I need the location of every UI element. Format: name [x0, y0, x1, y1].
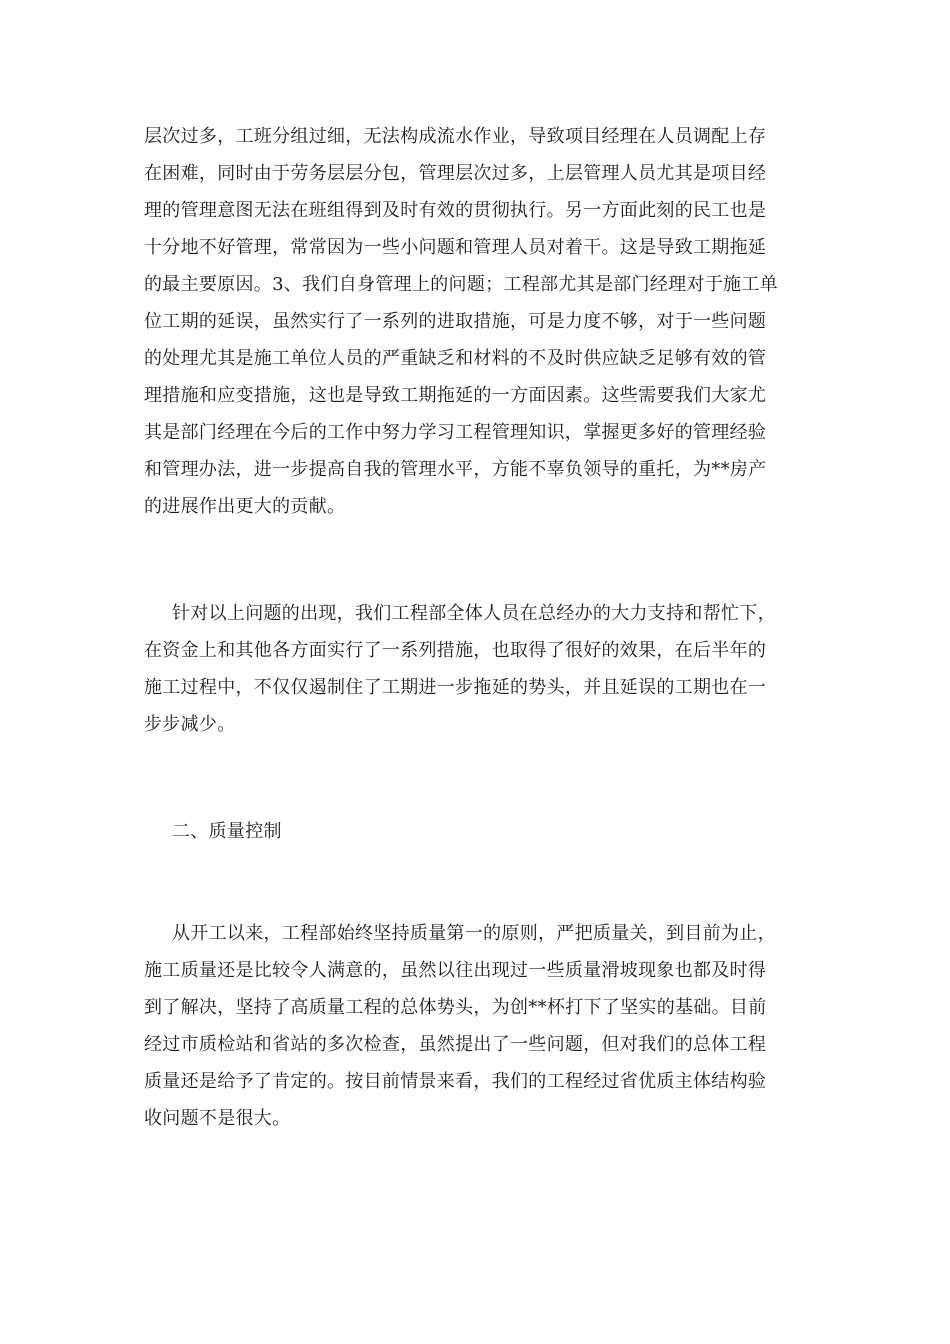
paragraph-line: 收问题不是很大。 — [144, 1108, 291, 1129]
paragraph-line: 理的管理意图无法在班组得到及时有效的贯彻执行。另一方面此刻的民工也是 — [144, 200, 767, 221]
paragraph-line: 经过市质检站和省站的多次检查，虽然提出了一些问题，但对我们的总体工程 — [144, 1034, 767, 1055]
paragraph-line: 位工期的延误，虽然实行了一系列的进取措施，可是力度不够，对于一些问题 — [144, 311, 767, 332]
paragraph-line: 的处理尤其是施工单位人员的严重缺乏和材料的不及时供应缺乏足够有效的管 — [144, 348, 767, 369]
paragraph-line: 的进展作出更大的贡献。 — [144, 496, 346, 517]
paragraph-line: 在资金上和其他各方面实行了一系列措施，也取得了很好的效果，在后半年的 — [144, 640, 767, 661]
paragraph-line: 步步减少。 — [144, 714, 236, 735]
paragraph-line: 到了解决，坚持了高质量工程的总体势头，为创**杯打下了坚实的基础。目前 — [144, 997, 767, 1018]
section-heading: 二、质量控制 — [172, 821, 282, 842]
paragraph-line: 层次过多，工班分组过细，无法构成流水作业，导致项目经理在人员调配上存 — [144, 126, 767, 147]
paragraph-line: 的最主要原因。3、我们自身管理上的问题；工程部尤其是部门经理对于施工单 — [144, 274, 778, 295]
paragraph-line: 和管理办法，进一步提高自我的管理水平，方能不辜负领导的重托，为**房产 — [144, 459, 767, 480]
paragraph-line: 理措施和应变措施，这也是导致工期拖延的一方面因素。这些需要我们大家尤 — [144, 385, 767, 406]
paragraph-line: 质量还是给予了肯定的。按目前情景来看，我们的工程经过省优质主体结构验 — [144, 1071, 767, 1092]
paragraph-line: 其是部门经理在今后的工作中努力学习工程管理知识，掌握更多好的管理经验 — [144, 422, 767, 443]
paragraph-line: 针对以上问题的出现，我们工程部全体人员在总经办的大力支持和帮忙下， — [172, 603, 776, 624]
paragraph-line: 施工质量还是比较令人满意的，虽然以往出现过一些质量滑坡现象也都及时得 — [144, 960, 767, 981]
paragraph-line: 在困难，同时由于劳务层层分包，管理层次过多，上层管理人员尤其是项目经 — [144, 163, 767, 184]
paragraph-line: 从开工以来，工程部始终坚持质量第一的原则，严把质量关，到目前为止， — [172, 923, 776, 944]
paragraph-line: 十分地不好管理，常常因为一些小问题和管理人员对着干。这是导致工期拖延 — [144, 237, 767, 258]
paragraph-line: 施工过程中，不仅仅遏制住了工期进一步拖延的势头，并且延误的工期也在一 — [144, 677, 767, 698]
